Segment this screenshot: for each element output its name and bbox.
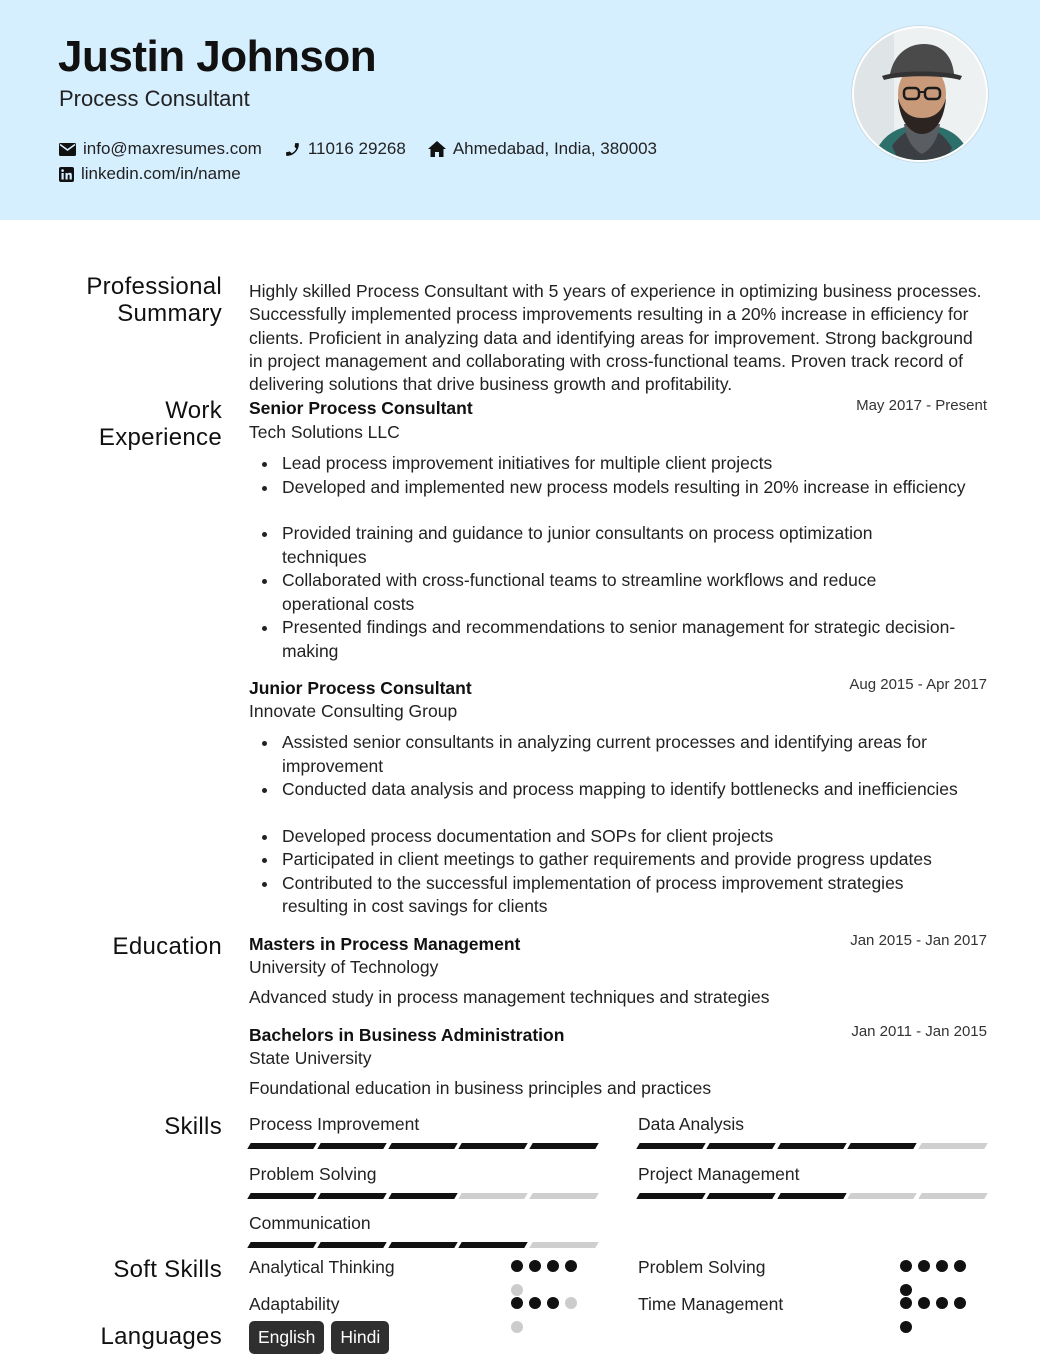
skill-bar-segment (318, 1143, 388, 1149)
skill-bar-segment (529, 1242, 599, 1248)
soft-skill-name: Analytical Thinking (249, 1257, 395, 1277)
rating-dot (511, 1284, 523, 1296)
rating-dot (936, 1297, 948, 1309)
skill-bar (638, 1193, 986, 1199)
skill-bar-segment (707, 1193, 777, 1199)
phone-text: 11016 29268 (307, 139, 406, 158)
degree-desc-2: Foundational education in business principles and practices (249, 1078, 712, 1098)
section-title-education: Education (112, 933, 222, 960)
skill-bar-segment (777, 1193, 847, 1199)
skill-bar-segment (458, 1143, 528, 1149)
list-item: Presented findings and recommendations to senior management for strategic decision-making (262, 616, 992, 663)
skill-bar-segment (529, 1143, 599, 1149)
profile-photo (852, 26, 988, 162)
soft-skill-name: Adaptability (249, 1294, 340, 1314)
rating-dot (954, 1297, 966, 1309)
section-title-work-text: Work Experience (98, 397, 222, 451)
skill-bar-segment (318, 1242, 388, 1248)
rating-dot (900, 1297, 912, 1309)
profile-photo-image (854, 28, 988, 162)
skill-bar-segment (247, 1143, 317, 1149)
rating-dot (918, 1260, 930, 1272)
language-badge: English (249, 1321, 324, 1354)
home-icon (428, 141, 446, 157)
job-dates-1: May 2017 - Present (856, 397, 987, 414)
phone-contact[interactable] (284, 139, 406, 159)
address-text: Ahmedabad, India, 380003 (452, 139, 657, 158)
school-1: University of Technology (249, 957, 439, 977)
list-item: Assisted senior consultants in analyzing current processes and identifying areas for improvement (262, 731, 992, 778)
candidate-title: Process Consultant (59, 86, 250, 111)
degree-1: Masters in Process Management (249, 934, 521, 954)
job-bullets-1 (262, 452, 992, 663)
skill-bar-segment (318, 1193, 388, 1199)
skill-bar-segment (247, 1242, 317, 1248)
list-item: Collaborated with cross-functional teams to streamline workflows and reduce operational costs (262, 569, 992, 616)
list-item: Developed process documentation and SOPs for client projects (262, 825, 992, 849)
rating-dot (565, 1260, 577, 1272)
section-title-languages: Languages (100, 1323, 222, 1350)
rating-dot (511, 1297, 523, 1309)
rating-dot (547, 1260, 559, 1272)
skill-bar-segment (529, 1193, 599, 1199)
linkedin-contact[interactable] (59, 164, 241, 184)
job-company-1: Tech Solutions LLC (249, 422, 400, 442)
soft-skill-name: Time Management (638, 1294, 784, 1314)
skill-bar-segment (458, 1193, 528, 1199)
section-title-summary (62, 273, 222, 327)
skill-bar-segment (388, 1242, 458, 1248)
rating-dot (954, 1260, 966, 1272)
skill-bar (638, 1143, 986, 1149)
skill-item (638, 1114, 986, 1149)
rating-dot (900, 1321, 912, 1333)
contact-row-2 (59, 164, 263, 184)
list-item: Developed and implemented new process models resulting in 20% increase in efficiency (262, 476, 992, 500)
envelope-icon (59, 143, 76, 156)
rating-dot (936, 1260, 948, 1272)
list-item: Conducted data analysis and process mapping to identify bottlenecks and inefficiencies (262, 778, 992, 802)
skill-bar-segment (777, 1143, 847, 1149)
skill-name: Process Improvement (249, 1114, 420, 1134)
job-title-1: Senior Process Consultant (249, 398, 473, 418)
skill-name: Project Management (638, 1164, 800, 1184)
skill-bar-segment (458, 1242, 528, 1248)
job-bullets-2 (262, 731, 992, 919)
skill-bar (249, 1242, 597, 1248)
contact-row (59, 139, 679, 159)
skill-bar-segment (847, 1193, 917, 1199)
resume-header (0, 0, 1040, 220)
rating-dot (565, 1297, 577, 1309)
skill-bar (249, 1143, 597, 1149)
rating-dot (547, 1297, 559, 1309)
rating-dot (511, 1260, 523, 1272)
degree-dates-2: Jan 2011 - Jan 2015 (851, 1023, 987, 1040)
skill-bar (249, 1193, 597, 1199)
email-text: info@maxresumes.com (83, 139, 262, 158)
skill-item (249, 1213, 597, 1248)
soft-skill-name: Problem Solving (638, 1257, 766, 1277)
section-title-skills: Skills (164, 1113, 222, 1140)
language-badge: Hindi (331, 1321, 389, 1354)
section-title-summary-text: Professional Summary (86, 273, 222, 327)
list-item: Provided training and guidance to junior consultants on process optimization techniques (262, 522, 992, 569)
job-title-2: Junior Process Consultant (249, 678, 472, 698)
address-contact (428, 139, 657, 159)
skill-item (249, 1114, 597, 1149)
rating-dot (900, 1260, 912, 1272)
skill-bar-segment (707, 1143, 777, 1149)
linkedin-text: linkedin.com/in/name (81, 164, 241, 183)
school-2: State University (249, 1048, 372, 1068)
degree-dates-1: Jan 2015 - Jan 2017 (850, 932, 987, 949)
list-item: Lead process improvement initiatives for multiple client projects (262, 452, 992, 476)
email-contact[interactable] (59, 139, 262, 159)
skill-bar-segment (388, 1143, 458, 1149)
skill-item (249, 1164, 597, 1199)
skill-bar-segment (847, 1143, 917, 1149)
linkedin-icon (59, 167, 74, 182)
skill-bar-segment (918, 1143, 988, 1149)
skill-name: Data Analysis (638, 1114, 745, 1134)
rating-dot (529, 1260, 541, 1272)
list-item: Contributed to the successful implementation of process improvement strategies resulting in cost savings for clients (262, 872, 992, 919)
skill-bar-segment (636, 1193, 706, 1199)
languages-list (249, 1321, 396, 1354)
job-company-2: Innovate Consulting Group (249, 701, 458, 721)
job-dates-2: Aug 2015 - Apr 2017 (849, 676, 987, 693)
rating-dot (529, 1297, 541, 1309)
degree-desc-1: Advanced study in process management techniques and strategies (249, 987, 770, 1007)
section-title-soft-skills: Soft Skills (113, 1256, 222, 1283)
skill-bar-segment (636, 1143, 706, 1149)
rating-dot (918, 1297, 930, 1309)
phone-icon (284, 141, 301, 158)
section-title-work (92, 397, 222, 451)
rating-dot (511, 1321, 523, 1333)
skill-bar-segment (388, 1193, 458, 1199)
rating-dot (900, 1284, 912, 1296)
skill-bar-segment (247, 1193, 317, 1199)
summary-text: Highly skilled Process Consultant with 5 years of experience in optimizing business processes. Successfully implemented process improvements resulting in a 20% increase in efficiency for clients. Proficient in analyzing data and identifying areas for improvement. Strong background in project management and collaborating with cross-functional teams. Proven track record of delivering solutions that drive business growth and profitability. (249, 281, 982, 395)
skill-bar-segment (918, 1193, 988, 1199)
skill-name: Communication (249, 1213, 371, 1233)
skill-item (638, 1164, 986, 1199)
degree-2: Bachelors in Business Administration (249, 1025, 565, 1045)
candidate-name: Justin Johnson (58, 32, 377, 81)
list-item: Participated in client meetings to gather requirements and provide progress updates (262, 848, 992, 872)
skill-name: Problem Solving (249, 1164, 377, 1184)
